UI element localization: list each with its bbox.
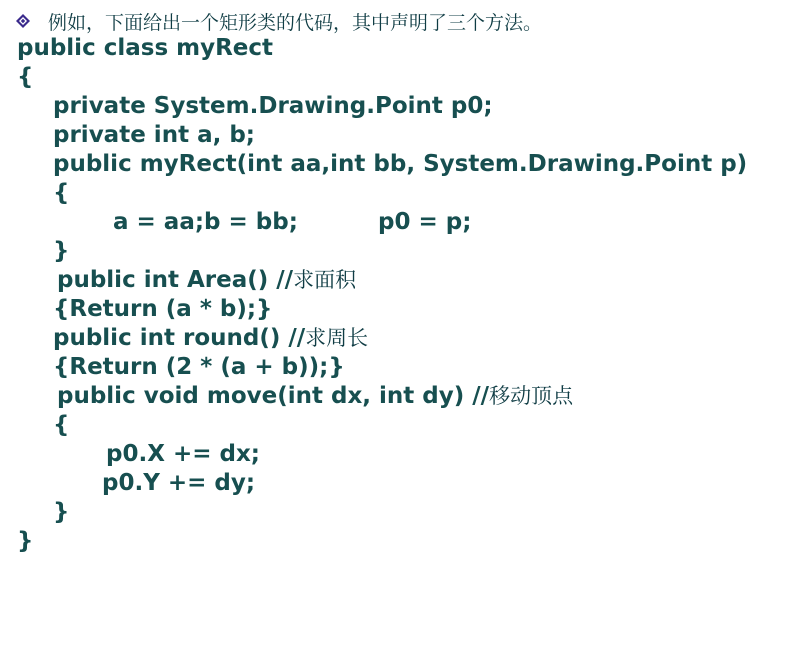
code-line xyxy=(17,440,747,469)
code-line xyxy=(17,150,747,179)
code-text: public class myRect xyxy=(17,35,274,61)
code-text: } xyxy=(53,238,70,264)
code-line xyxy=(17,34,747,63)
code-line xyxy=(17,92,747,121)
intro-text: 例如，下面给出一个矩形类的代码，其中声明了三个方法。 xyxy=(48,11,543,34)
code-text: { xyxy=(53,180,70,206)
intro-line xyxy=(16,6,542,36)
code-text: public myRect(int aa,int bb, System.Drawing.Point p) xyxy=(53,151,748,177)
code-text: public void move(int dx, int dy) // xyxy=(57,383,490,409)
code-text: p0.Y += dy; xyxy=(102,470,256,496)
code-text: {Return (a * b);} xyxy=(53,296,273,322)
code-line xyxy=(17,295,747,324)
code-comment: 求周长 xyxy=(305,326,369,350)
code-line xyxy=(17,469,747,498)
code-text: private System.Drawing.Point p0; xyxy=(53,93,493,119)
code-line xyxy=(17,63,747,92)
code-text: { xyxy=(53,412,70,438)
code-line xyxy=(17,498,747,527)
code-text: p0.X += dx; xyxy=(106,441,260,467)
code-line xyxy=(17,382,747,411)
code-text: public int round() // xyxy=(53,325,306,351)
code-line xyxy=(17,527,747,556)
code-line xyxy=(17,324,747,353)
code-line xyxy=(17,237,747,266)
code-text: a = aa;b = bb; p0 = p; xyxy=(113,209,472,235)
code-line xyxy=(17,121,747,150)
diamond-bullet-icon xyxy=(16,14,30,28)
code-comment: 移动顶点 xyxy=(489,384,574,408)
code-line xyxy=(17,266,747,295)
code-line xyxy=(17,208,747,237)
code-text: { xyxy=(17,64,34,90)
code-line xyxy=(17,179,747,208)
code-text: } xyxy=(17,528,34,554)
code-line xyxy=(17,411,747,440)
code-line xyxy=(17,353,747,382)
code-block xyxy=(17,34,747,556)
code-text: } xyxy=(53,499,70,525)
code-text: private int a, b; xyxy=(53,122,255,148)
code-text: public int Area() // xyxy=(57,267,294,293)
code-comment: 求面积 xyxy=(293,268,357,292)
code-text: {Return (2 * (a + b));} xyxy=(53,354,345,380)
